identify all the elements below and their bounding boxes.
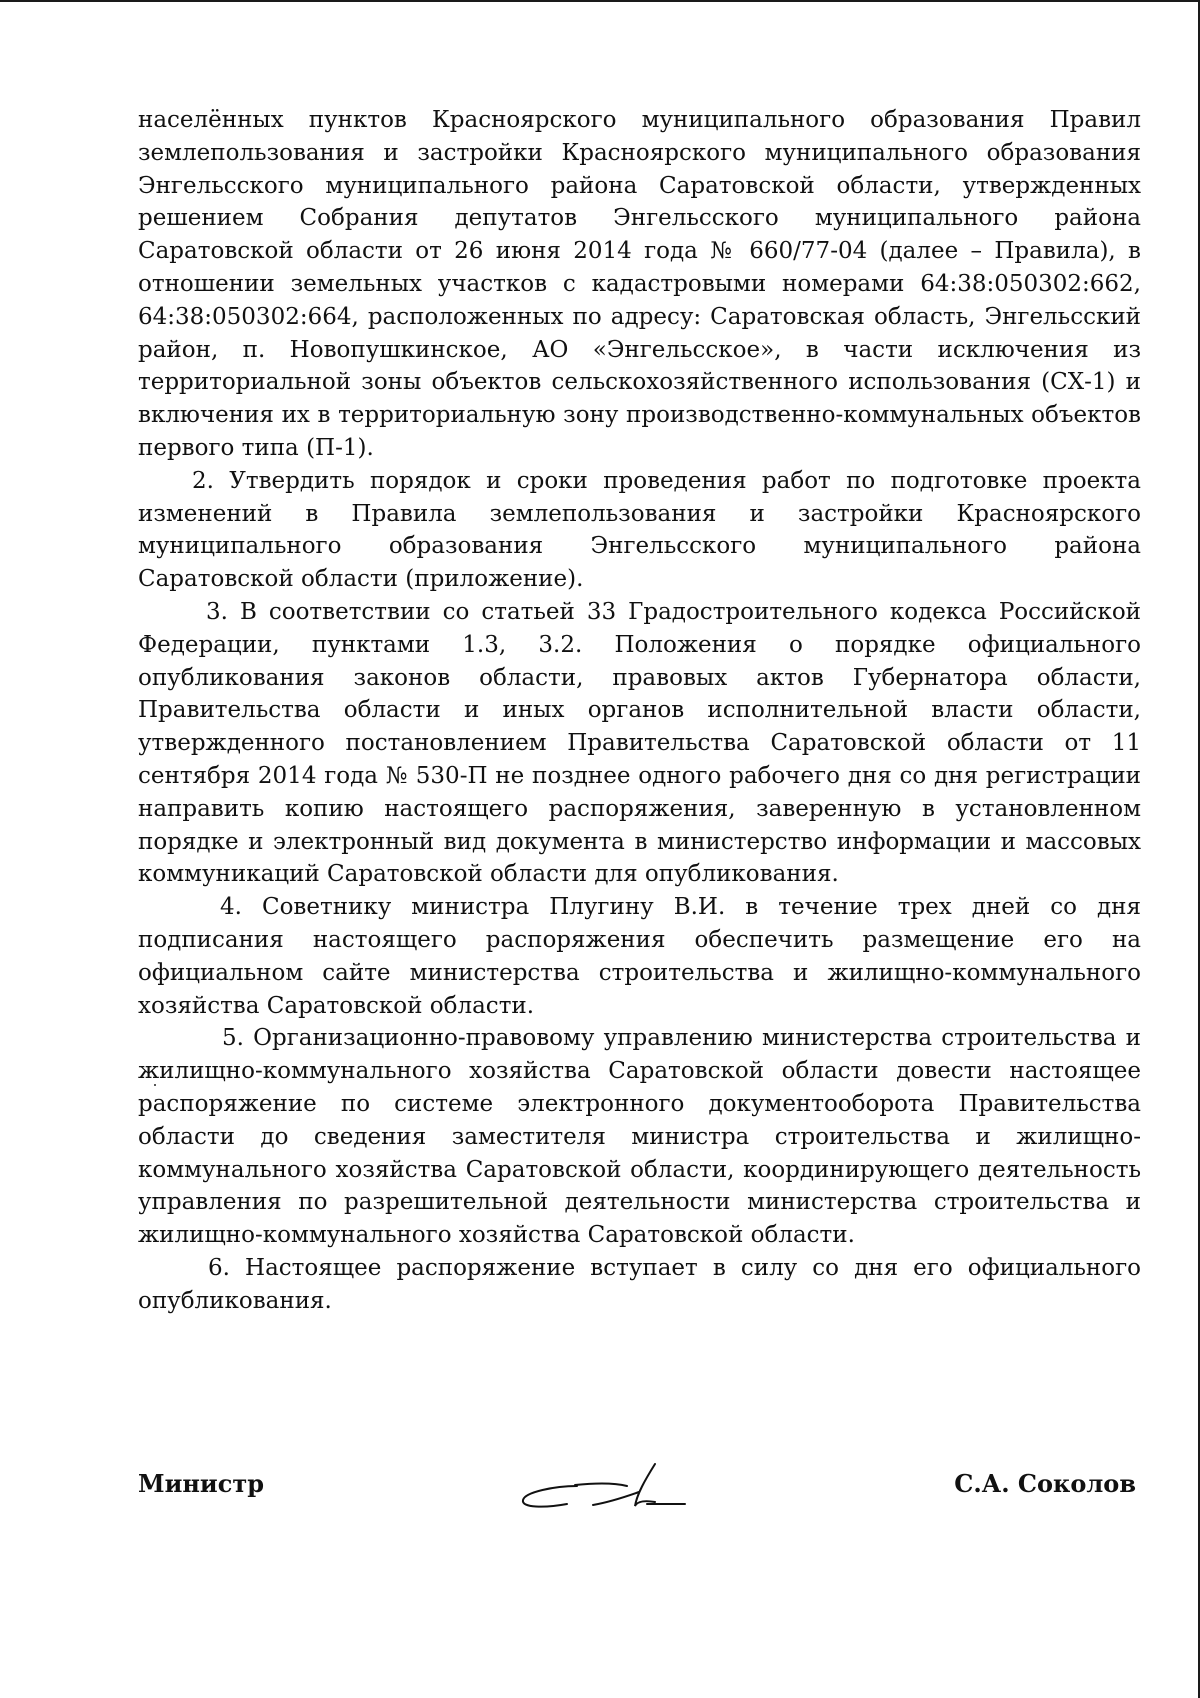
paragraph-item-4: 4. Советнику министра Плугину В.И. в течение трех дней со дня подписания настоящего распоряжения обеспечить размещение его на официальном сайте министерства строительства и жилищно-коммунального хозяйства Саратовской области.	[138, 894, 1141, 1019]
paragraph-continuation: населённых пунктов Красноярского муниципального образования Правил землепользования и застройки Красноярского муниципального образования Энгельсского муниципального района Саратовской области, утвержденных решением Собрания депутатов Энгельсского муниципального района Саратовской области от 26 июня 2014 года № 660/77-04 (далее – Правила), в отношении земельных участков с кадастровыми номерами 64:38:050302:662, 64:38:050302:664, расположенных по адресу: Саратовская область, Энгельсский район, п. Новопушкинское, АО «Энгельсское», в части исключения из территориальной зоны объектов сельскохозяйственного использования (СХ-1) и включения их в территориальную зону производственно-коммунальных объектов первого типа (П-1).	[138, 107, 1141, 461]
paragraph-item-6: 6. Настоящее распоряжение вступает в силу со дня его официального опубликования.	[138, 1254, 1141, 1314]
document-body	[138, 104, 1141, 1317]
paragraph-item-5: 5. Организационно-правовому управлению министерства строительства и жилищно-коммунального хозяйства Саратовской области довести настоящее распоряжение по системе электронного документооборота Правительства области до сведения заместителя министра строительства и жилищно-коммунального хозяйства Саратовской области, координирующего деятельность управления по разрешительной деятельности министерства строительства и жилищно-коммунального хозяйства Саратовской области.	[138, 1025, 1141, 1249]
signatory-name: С.А. Соколов	[954, 1469, 1136, 1498]
paragraph-item-3: 3. В соответствии со статьей 33 Градостроительного кодекса Российской Федерации, пунктами 1.3, 3.2. Положения о порядке официального опубликования законов области, правовых актов Губернатора области, Правительства области и иных органов исполнительной власти области, утвержденного постановлением Правительства Саратовской области от 11 сентября 2014 года № 530-П не позднее одного рабочего дня со дня регистрации направить копию настоящего распоряжения, заверенную в установленном порядке и электронный вид документа в министерство информации и массовых коммуникаций Саратовской области для опубликования.	[138, 598, 1141, 888]
paragraph-item-2: 2. Утвердить порядок и сроки проведения работ по подготовке проекта изменений в Правила землепользования и застройки Красноярского муниципального образования Энгельсского муниципального района Саратовской области (приложение).	[138, 467, 1141, 593]
signatory-title: Министр	[138, 1469, 264, 1498]
scan-speck	[154, 1084, 156, 1086]
handwritten-signature	[515, 1442, 695, 1512]
